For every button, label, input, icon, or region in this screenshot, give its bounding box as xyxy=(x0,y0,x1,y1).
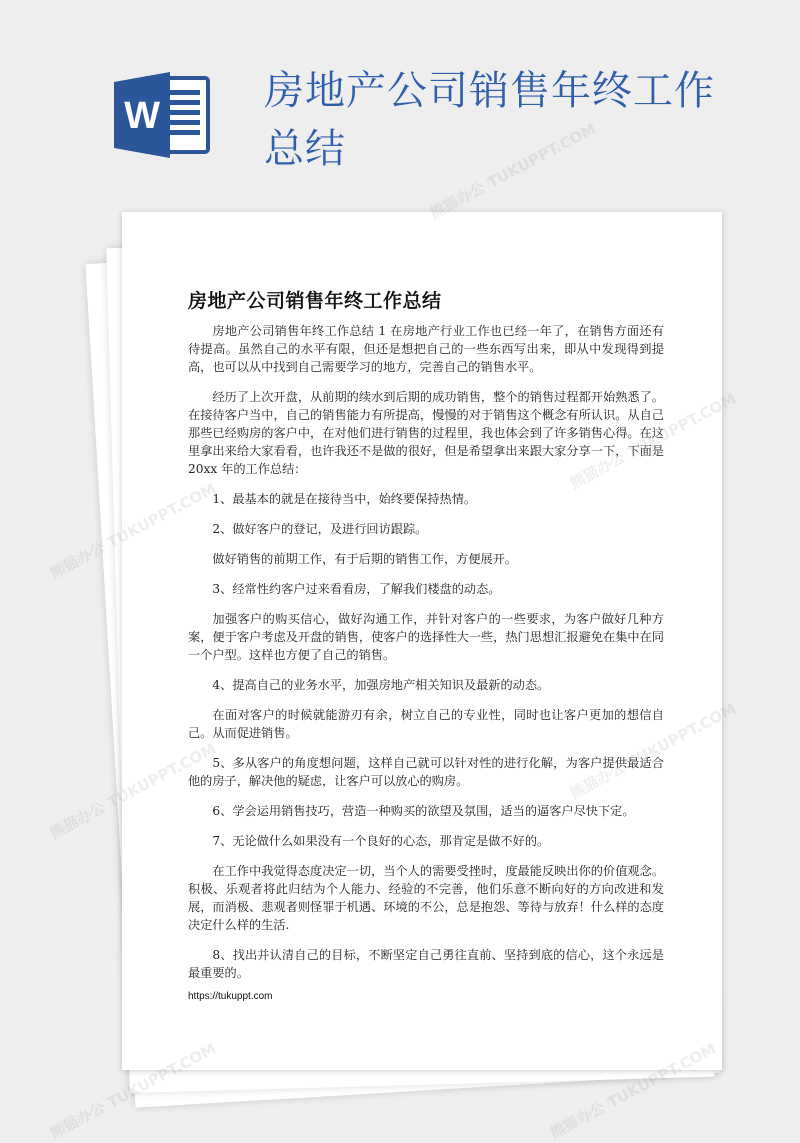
word-document-icon xyxy=(110,62,214,166)
paragraph: 经历了上次开盘，从前期的续水到后期的成功销售，整个的销售过程都开始熟悉了。在接待客户当中，自己的销售能力有所提高，慢慢的对于销售这个概念有所认识。从自己那些已经购房的客户中，在对他们进行销售的过程里，我也体会到了许多销售心得。在这里拿出来给大家看看，也许我还不是做的很好，但是希望拿出来跟大家分享一下，下面是 20xx 年的工作总结： xyxy=(188,390,664,476)
paragraph: 3、经常性约客户过来看看房，了解我们楼盘的动态。 xyxy=(212,582,501,596)
paragraph: 2、做好客户的登记，及进行回访跟踪。 xyxy=(212,522,428,536)
paragraph: 做好销售的前期工作，有于后期的销售工作，方便展开。 xyxy=(212,552,518,566)
document-title: 房地产公司销售年终工作总结 xyxy=(188,290,442,312)
word-icon-letter: W xyxy=(124,95,160,137)
paragraph: 在工作中我觉得态度决定一切，当个人的需要受挫时，度最能反映出你的价值观念。积极、乐观者将此归结为个人能力、经验的不完善，他们乐意不断向好的方向改进和发展，而消极、悲观者则怪罪于机遇、环境的不公，总是抱怨、等待与放弃！什么样的态度决定什么样的生活. xyxy=(188,864,664,932)
paragraph: 加强客户的购买信心，做好沟通工作，并针对客户的一些要求，为客户做好几种方案，便于客户考虑及开盘的销售，使客户的选择性大一些，热门思想汇报避免在集中在同一个户型。这样也方便了自己的销售。 xyxy=(188,612,664,662)
paragraph: 8、找出并认清自己的目标，不断坚定自己勇往直前、坚持到底的信心，这个永远是最重要的。 xyxy=(188,948,664,980)
watermark: 熊猫办公 xyxy=(46,1098,109,1143)
paragraph: 在面对客户的时候就能游刃有余，树立自己的专业性，同时也让客户更加的想信自己。从而促进销售。 xyxy=(188,708,664,740)
paragraph: 4、提高自己的业务水平，加强房地产相关知识及最新的动态。 xyxy=(212,678,550,692)
paragraph: 5、多从客户的角度想问题，这样自己就可以针对性的进行化解，为客户提供最适合他的房子，解决他的疑虑，让客户可以放心的购房。 xyxy=(188,756,664,788)
watermark: 熊猫办公 TUKUPPT.COM xyxy=(546,1039,720,1143)
paragraph: 7、无论做什么如果没有一个良好的心态，那肯定是做不好的。 xyxy=(212,834,550,848)
paragraph: 1、最基本的就是在接待当中，始终要保持热情。 xyxy=(212,492,477,506)
paragraph: 6、学会运用销售技巧，营造一种购买的欲望及氛围，适当的逼客户尽快下定。 xyxy=(212,804,635,818)
watermark: 熊猫办公 TUKUPPT.COM xyxy=(426,119,600,223)
watermark: 熊猫办公 xyxy=(46,798,109,843)
document-body xyxy=(188,322,664,994)
document-footer-url: https://tukuppt.com xyxy=(188,991,273,1002)
watermark: 熊猫办公 xyxy=(46,538,109,583)
paragraph: 房地产公司销售年终工作总结 1 在房地产行业工作也已经一年了，在销售方面还有待提高。虽然自己的水平有限，但还是想把自己的一些东西写出来，即从中发现得到提高，也可以从中找到自己需要学习的地方，完善自己的销售水平。 xyxy=(188,324,664,374)
page-title: 房地产公司销售年终工作总结 xyxy=(264,68,715,172)
